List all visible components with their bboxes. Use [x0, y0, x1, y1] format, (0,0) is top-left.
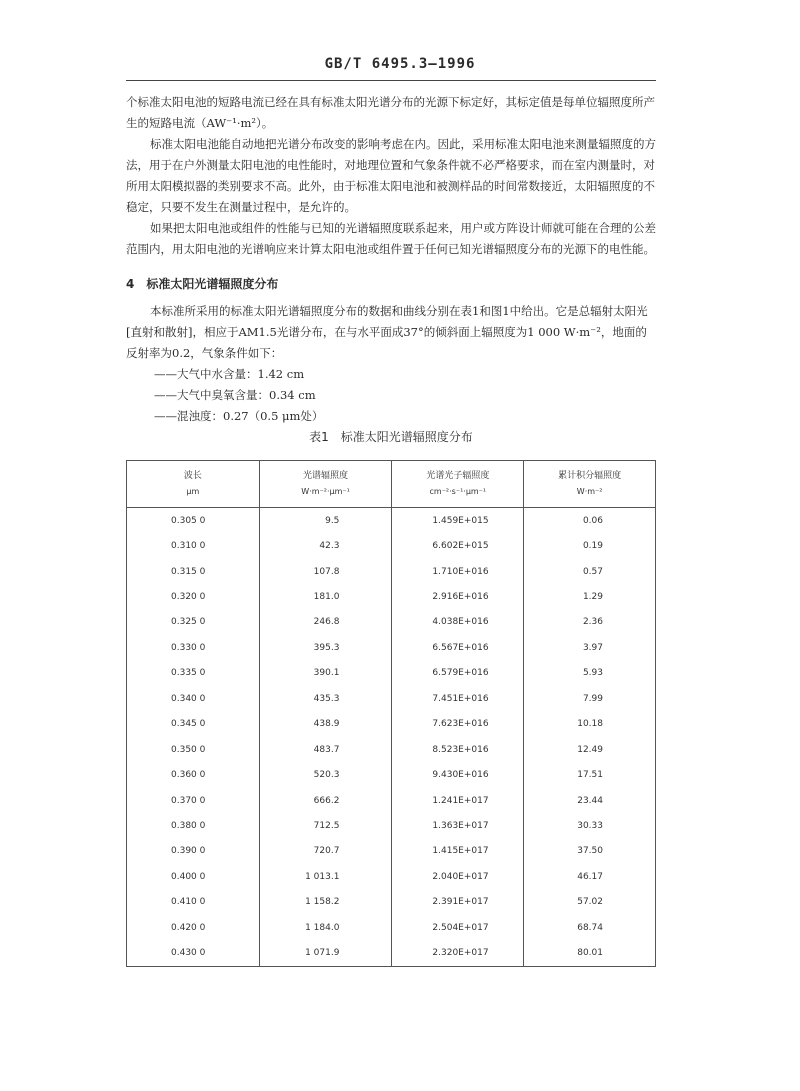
cumulative-irradiance-cell: 30.33: [524, 813, 656, 838]
header-unit: μm: [186, 486, 200, 496]
table-row: [127, 661, 656, 686]
photon-irradiance-cell: 1.710E+016: [392, 559, 524, 584]
wavelength-cell: 0.380 0: [127, 813, 260, 838]
table-caption: 表1 标准太阳光谱辐照度分布: [309, 430, 473, 444]
spectral-irradiance-cell: 107.8: [259, 559, 392, 584]
spectral-irradiance-cell: 395.3: [259, 635, 392, 660]
spectral-irradiance-cell: 181.0: [259, 584, 392, 609]
spectral-irradiance-cell: 1 071.9: [259, 940, 392, 966]
cumulative-irradiance-cell: 2.36: [524, 610, 656, 635]
spectral-irradiance-cell: 1 013.1: [259, 864, 392, 889]
column-header-photon-irradiance: [392, 461, 524, 508]
cumulative-irradiance-cell: 68.74: [524, 915, 656, 940]
header-label: 波长: [183, 470, 202, 481]
photon-irradiance-cell: 4.038E+016: [392, 610, 524, 635]
cumulative-irradiance-cell: 7.99: [524, 686, 656, 711]
cumulative-irradiance-cell: 0.57: [524, 559, 656, 584]
table-row: [127, 712, 656, 737]
cumulative-irradiance-cell: 37.50: [524, 839, 656, 864]
cumulative-irradiance-cell: 46.17: [524, 864, 656, 889]
column-header-spectral-irradiance: [259, 461, 392, 508]
spectral-irradiance-cell: 435.3: [259, 686, 392, 711]
header-rule: [126, 80, 656, 81]
photon-irradiance-cell: 1.363E+017: [392, 813, 524, 838]
table-body: [127, 508, 656, 967]
table-row: [127, 610, 656, 635]
table-row: [127, 839, 656, 864]
photon-irradiance-cell: 1.459E+015: [392, 508, 524, 534]
spectral-irradiance-table: [126, 460, 656, 967]
table-row: [127, 737, 656, 762]
spectral-irradiance-cell: 390.1: [259, 661, 392, 686]
wavelength-cell: 0.410 0: [127, 890, 260, 915]
paragraph: 标准太阳电池能自动地把光谱分布改变的影响考虑在内。因此，采用标准太阳电池来测量辐照度的方法，用于在户外测量太阳电池的电性能时，对地理位置和气象条件就不必严格要求，而在室内测量时，对所用太阳模拟器的类别要求不高。此外，由于标准太阳电池和被测样品的时间常数接近，太阳辐照度的不稳定，只要不发生在测量过程中，是允许的。: [126, 137, 656, 214]
table-row: [127, 559, 656, 584]
cumulative-irradiance-cell: 3.97: [524, 635, 656, 660]
wavelength-cell: 0.315 0: [127, 559, 260, 584]
section-title: 4 标准太阳光谱辐照度分布: [126, 277, 279, 291]
table-header-row: [127, 461, 656, 508]
cumulative-irradiance-cell: 17.51: [524, 762, 656, 787]
photon-irradiance-cell: 2.391E+017: [392, 890, 524, 915]
photon-irradiance-cell: 8.523E+016: [392, 737, 524, 762]
photon-irradiance-cell: 6.567E+016: [392, 635, 524, 660]
photon-irradiance-cell: 7.623E+016: [392, 712, 524, 737]
column-header-cumulative-irradiance: [524, 461, 656, 508]
cumulative-irradiance-cell: 5.93: [524, 661, 656, 686]
photon-irradiance-cell: 2.040E+017: [392, 864, 524, 889]
wavelength-cell: 0.340 0: [127, 686, 260, 711]
table-row: [127, 864, 656, 889]
spectral-irradiance-cell: 520.3: [259, 762, 392, 787]
table-row: [127, 762, 656, 787]
header-unit: cm⁻²·s⁻¹·μm⁻¹: [429, 486, 487, 496]
cumulative-irradiance-cell: 23.44: [524, 788, 656, 813]
spectral-irradiance-cell: 1 184.0: [259, 915, 392, 940]
cumulative-irradiance-cell: 57.02: [524, 890, 656, 915]
header-label: 光谱辐照度: [303, 470, 349, 481]
spectral-irradiance-cell: 42.3: [259, 533, 392, 558]
wavelength-cell: 0.390 0: [127, 839, 260, 864]
photon-irradiance-cell: 1.241E+017: [392, 788, 524, 813]
wavelength-cell: 0.400 0: [127, 864, 260, 889]
cumulative-irradiance-cell: 0.06: [524, 508, 656, 534]
wavelength-cell: 0.305 0: [127, 508, 260, 534]
wavelength-cell: 0.310 0: [127, 533, 260, 558]
wavelength-cell: 0.420 0: [127, 915, 260, 940]
header-label: 光谱光子辐照度: [426, 470, 490, 481]
photon-irradiance-cell: 6.602E+015: [392, 533, 524, 558]
cumulative-irradiance-cell: 80.01: [524, 940, 656, 966]
wavelength-cell: 0.370 0: [127, 788, 260, 813]
wavelength-cell: 0.325 0: [127, 610, 260, 635]
spectral-irradiance-cell: 720.7: [259, 839, 392, 864]
document-number: GB/T 6495.3—1996: [324, 56, 476, 72]
table-row: [127, 890, 656, 915]
table-row: [127, 508, 656, 534]
spectral-irradiance-cell: 712.5: [259, 813, 392, 838]
table-row: [127, 788, 656, 813]
header-unit: W·m⁻²: [576, 486, 603, 496]
condition-item: ——混浊度：0.27（0.5 μm处）: [154, 409, 324, 423]
table-row: [127, 635, 656, 660]
wavelength-cell: 0.430 0: [127, 940, 260, 966]
spectral-irradiance-cell: 666.2: [259, 788, 392, 813]
photon-irradiance-cell: 7.451E+016: [392, 686, 524, 711]
wavelength-cell: 0.320 0: [127, 584, 260, 609]
spectral-irradiance-cell: 246.8: [259, 610, 392, 635]
photon-irradiance-cell: 2.916E+016: [392, 584, 524, 609]
header-unit: W·m⁻²·μm⁻¹: [301, 486, 350, 496]
photon-irradiance-cell: 2.320E+017: [392, 940, 524, 966]
cumulative-irradiance-cell: 0.19: [524, 533, 656, 558]
section-intro: 本标准所采用的标准太阳光谱辐照度分布的数据和曲线分别在表1和图1中给出。它是总辐射太阳光[直射和散射]，相应于AM1.5光谱分布，在与水平面成37°的倾斜面上辐照度为1 000 W·m⁻²，地面的反射率为0.2，气象条件如下：: [126, 304, 648, 360]
wavelength-cell: 0.330 0: [127, 635, 260, 660]
paragraph: 如果把太阳电池或组件的性能与已知的光谱辐照度联系起来，用户或方阵设计师就可能在合理的公差范围内，用太阳电池的光谱响应来计算太阳电池或组件置于任何已知光谱辐照度分布的光源下的电性能。: [126, 221, 656, 256]
photon-irradiance-cell: 2.504E+017: [392, 915, 524, 940]
table-row: [127, 686, 656, 711]
cumulative-irradiance-cell: 1.29: [524, 584, 656, 609]
photon-irradiance-cell: 6.579E+016: [392, 661, 524, 686]
spectral-irradiance-cell: 483.7: [259, 737, 392, 762]
table-row: [127, 915, 656, 940]
photon-irradiance-cell: 9.430E+016: [392, 762, 524, 787]
spectral-irradiance-cell: 438.9: [259, 712, 392, 737]
wavelength-cell: 0.360 0: [127, 762, 260, 787]
document-body: [126, 92, 656, 448]
cumulative-irradiance-cell: 12.49: [524, 737, 656, 762]
cumulative-irradiance-cell: 10.18: [524, 712, 656, 737]
column-header-wavelength: [127, 461, 260, 508]
condition-item: ——大气中臭氧含量：0.34 cm: [154, 388, 316, 402]
spectral-irradiance-cell: 9.5: [259, 508, 392, 534]
photon-irradiance-cell: 1.415E+017: [392, 839, 524, 864]
header-label: 累计积分辐照度: [558, 470, 622, 481]
paragraph-continuation: 个标准太阳电池的短路电流已经在具有标准太阳光谱分布的光源下标定好，其标定值是每单位辐照度所产生的短路电流（AW⁻¹·m²）。: [126, 95, 655, 130]
table-row: [127, 813, 656, 838]
wavelength-cell: 0.350 0: [127, 737, 260, 762]
condition-item: ——大气中水含量：1.42 cm: [154, 367, 305, 381]
wavelength-cell: 0.345 0: [127, 712, 260, 737]
spectral-irradiance-cell: 1 158.2: [259, 890, 392, 915]
wavelength-cell: 0.335 0: [127, 661, 260, 686]
table-row: [127, 533, 656, 558]
table-row: [127, 584, 656, 609]
table-row: [127, 940, 656, 966]
